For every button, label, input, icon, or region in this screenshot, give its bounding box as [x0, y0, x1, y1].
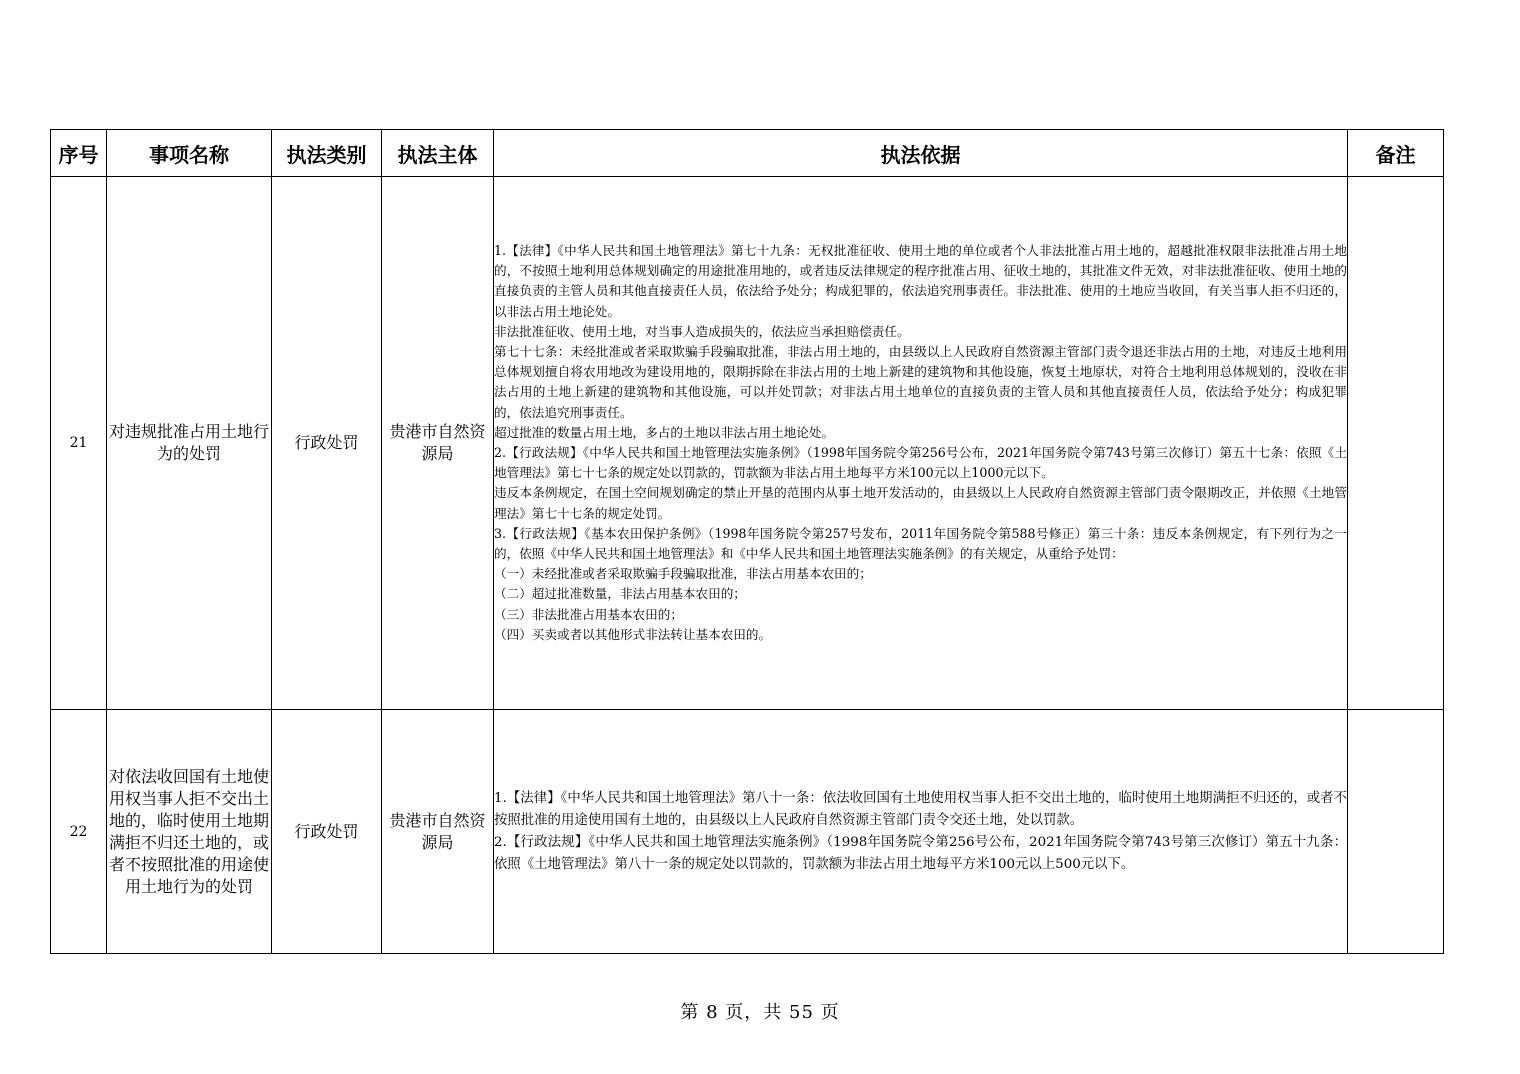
row-subject: 贵港市自然资源局: [382, 710, 494, 954]
basis-paragraph: 2.【行政法规】《中华人民共和国土地管理法实施条例》（1998年国务院令第256号公布，2021年国务院令第743号第三次修订）第五十九条：依照《土地管理法》第八十一条的规定处以罚款的，罚款额为非法占用土地每平方米100元以上500元以下。: [494, 834, 1347, 872]
basis-paragraph: 非法批准征收、使用土地，对当事人造成损失的，依法应当承担赔偿责任。: [494, 323, 910, 339]
table-row: [51, 177, 1444, 710]
header-seq: 序号: [51, 130, 107, 177]
row-item-name: 对依法收回国有土地使用权当事人拒不交出土地的，临时使用土地期满拒不归还土地的，或者不按照批准的用途使用土地行为的处罚: [107, 710, 272, 954]
header-item-name: 事项名称: [107, 130, 272, 177]
basis-paragraph: （二）超过批准数量，非法占用基本农田的；: [494, 586, 746, 602]
basis-paragraph: 违反本条例规定，在国土空间规划确定的禁止开垦的范围内从事土地开发活动的，由县级以上人民政府自然资源主管部门责令限期改正，并依照《土地管理法》第七十七条的规定处罚。: [494, 485, 1347, 521]
basis-paragraph: 3.【行政法规】《基本农田保护条例》（1998年国务院令第257号发布，2011年国务院令第588号修正）第三十条：违反本条例规定，有下列行为之一的，依照《中华人民共和国土地管理法》和《中华人民共和国土地管理法实施条例》的有关规定，从重给予处罚：: [494, 525, 1347, 562]
header-subject: 执法主体: [382, 130, 494, 177]
row-basis: [494, 710, 1348, 954]
header-row: [51, 130, 1444, 177]
header-basis: 执法依据: [494, 130, 1348, 177]
header-category: 执法类别: [272, 130, 382, 177]
table-row: [51, 710, 1444, 954]
basis-paragraph: 第七十七条：未经批准或者采取欺骗手段骗取批准，非法占用土地的，由县级以上人民政府自然资源主管部门责令退还非法占用的土地，对违反土地利用总体规划擅自将农用地改为建设用地的，限期拆除在非法占用的土地上新建的建筑物和其他设施，恢复土地原状，对符合土地利用总体规划的，没收在非法占用的土地上新建的建筑物和其他设施，可以并处罚款；对非法占用土地单位的直接负责的主管人员和其他直接责任人员，依法给予处分；构成犯罪的，依法追究刑事责任。: [494, 343, 1347, 420]
row-category: 行政处罚: [272, 710, 382, 954]
row-remark: [1348, 710, 1444, 954]
page-number: 第 8 页，共 55 页: [680, 1002, 840, 1023]
header-remark: 备注: [1348, 130, 1444, 177]
enforcement-table: [50, 129, 1444, 954]
row-basis: [494, 177, 1348, 710]
row-remark: [1348, 177, 1444, 710]
basis-paragraph: （一）未经批准或者采取欺骗手段骗取批准，非法占用基本农田的；: [494, 566, 872, 582]
row-category: 行政处罚: [272, 177, 382, 710]
row-subject: 贵港市自然资源局: [382, 177, 494, 710]
basis-paragraph: （三）非法批准占用基本农田的；: [494, 606, 683, 622]
row-seq: 21: [51, 177, 107, 710]
basis-paragraph: 1.【法律】《中华人民共和国土地管理法》第七十九条：无权批准征收、使用土地的单位或者个人非法批准占用土地的，超越批准权限非法批准占用土地的，不按照土地利用总体规划确定的用途批准用地的，或者违反法律规定的程序批准占用、征收土地的，其批准文件无效，对非法批准征收、使用土地的直接负责的主管人员和其他直接责任人员，依法给予处分；构成犯罪的，依法追究刑事责任。非法批准、使用的土地应当收回，有关当事人拒不归还的，以非法占用土地论处。: [494, 242, 1347, 319]
basis-paragraph: 超过批准的数量占用土地，多占的土地以非法占用土地论处。: [494, 424, 835, 440]
basis-paragraph: 1.【法律】《中华人民共和国土地管理法》第八十一条：依法收回国有土地使用权当事人拒不交出土地的，临时使用土地期满拒不归还的，或者不按照批准的用途使用国有土地的，由县级以上人民政府自然资源主管部门责令交还土地，处以罚款。: [494, 790, 1347, 828]
basis-paragraph: 2.【行政法规】《中华人民共和国土地管理法实施条例》（1998年国务院令第256号公布，2021年国务院令第743号第三次修订）第五十七条：依照《土地管理法》第七十七条的规定处以罚款的，罚款额为非法占用土地每平方米100元以上1000元以下。: [494, 445, 1347, 481]
row-seq: 22: [51, 710, 107, 954]
row-item-name: 对违规批准占用土地行为的处罚: [107, 177, 272, 710]
basis-paragraph: （四）买卖或者以其他形式非法转让基本农田的。: [494, 626, 772, 642]
